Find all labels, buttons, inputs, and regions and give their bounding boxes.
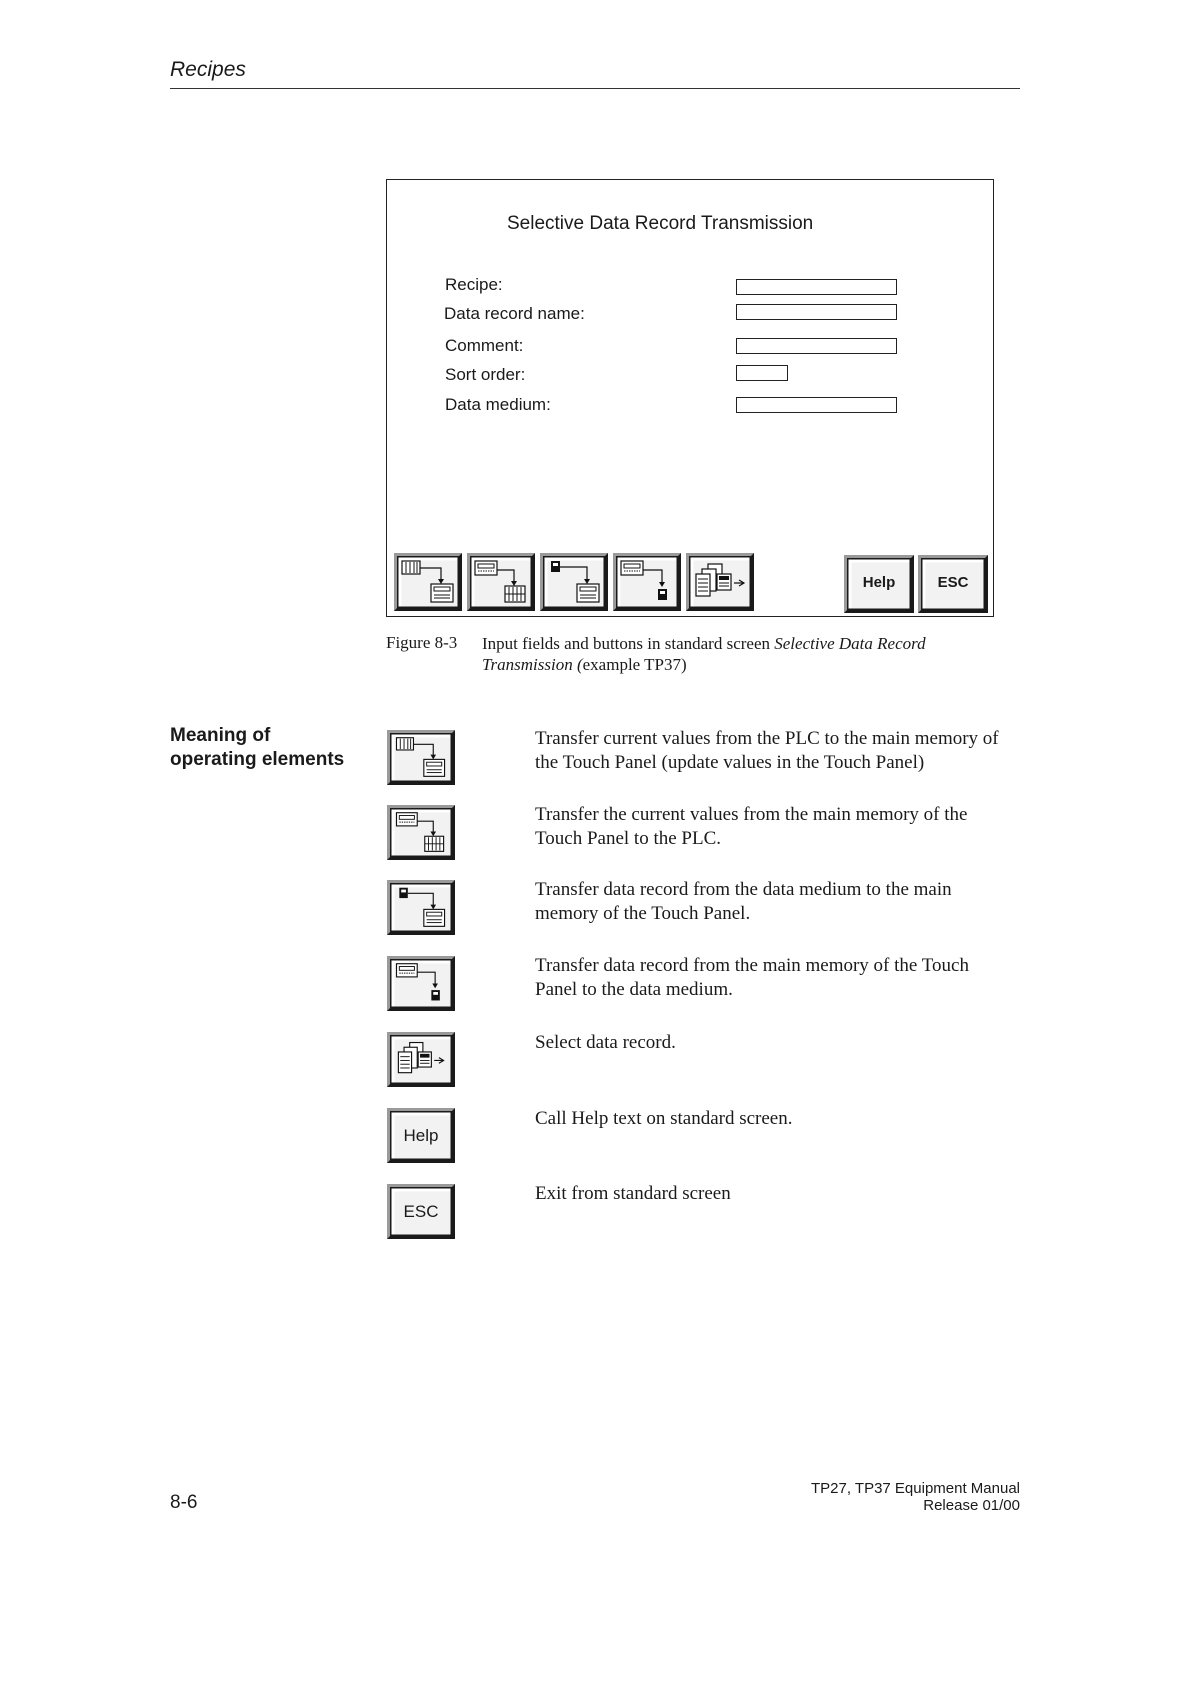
footer-info <box>811 1480 1020 1514</box>
legend-esc-label: ESC <box>403 1202 439 1221</box>
comment-field[interactable] <box>736 338 897 354</box>
legend-plc-to-panel-button <box>387 730 455 785</box>
data-medium-label: Data medium: <box>445 395 551 414</box>
manual-title: TP27, TP37 Equipment Manual <box>810 1480 1020 1497</box>
legend-help-label: Help <box>403 1126 439 1145</box>
legend-medium-to-panel-button <box>387 880 455 935</box>
legend-text-select-record: Select data record. <box>535 1032 676 1053</box>
panel-to-plc-icon <box>390 808 452 857</box>
sort-order-field[interactable] <box>736 365 788 381</box>
panel-to-plc-button[interactable] <box>467 553 535 611</box>
caption-suffix: example TP37) <box>582 655 687 674</box>
panel-to-medium-icon <box>616 556 678 608</box>
medium-to-panel-icon <box>543 556 605 608</box>
data-record-name-field[interactable] <box>736 304 897 320</box>
help-button[interactable] <box>844 555 914 613</box>
help-button-label: Help <box>862 574 896 591</box>
medium-to-panel-button[interactable] <box>540 553 608 611</box>
caption-italic: Selective Data Record Transmission ( <box>482 634 926 674</box>
data-medium-field[interactable] <box>736 397 897 413</box>
medium-to-panel-icon <box>390 883 452 932</box>
legend-select-record-button <box>387 1032 455 1087</box>
panel-to-medium-icon <box>390 959 452 1008</box>
panel-to-plc-icon <box>470 556 532 608</box>
legend-esc-button <box>387 1184 455 1239</box>
comment-label: Comment: <box>445 336 524 355</box>
sort-order-label: Sort order: <box>445 365 526 384</box>
legend-help-button <box>387 1108 455 1163</box>
standard-screen-figure <box>386 179 994 617</box>
plc-to-panel-icon <box>397 556 459 608</box>
caption-prefix: Input fields and buttons in standard screen <box>482 634 775 653</box>
recipe-field[interactable] <box>736 279 897 295</box>
section-title: Recipes <box>170 58 246 81</box>
plc-to-panel-icon <box>390 733 452 782</box>
legend-text-plc-to-panel: Transfer current values from the PLC to the main memory of the Touch Panel (update values in the Touch Panel) <box>535 728 999 773</box>
legend-text-help: Call Help text on standard screen. <box>535 1108 793 1129</box>
legend-text-medium-to-panel: Transfer data record from the data medium to the main memory of the Touch Panel. <box>535 879 952 924</box>
legend-text-panel-to-medium: Transfer data record from the main memory of the Touch Panel to the data medium. <box>535 955 969 1000</box>
esc-button-label: ESC <box>937 574 969 591</box>
meaning-heading <box>170 724 370 772</box>
figure-number: Figure 8-3 <box>386 633 458 652</box>
recipe-label: Recipe: <box>445 275 503 294</box>
legend-panel-to-plc-button <box>387 805 455 860</box>
select-record-icon <box>390 1035 452 1084</box>
header-divider <box>170 88 1020 89</box>
meaning-heading-line1: Meaning of <box>170 725 271 746</box>
meaning-heading-line2: operating elements <box>170 749 345 770</box>
select-record-icon <box>689 556 751 608</box>
release-info: Release 01/00 <box>923 1497 1020 1514</box>
legend-text-esc: Exit from standard screen <box>535 1183 731 1204</box>
legend-text-panel-to-plc: Transfer the current values from the main memory of the Touch Panel to the PLC. <box>535 804 968 849</box>
select-record-button[interactable] <box>686 553 754 611</box>
figure-caption <box>482 633 982 675</box>
panel-to-medium-button[interactable] <box>613 553 681 611</box>
page-number: 8-6 <box>170 1492 198 1513</box>
esc-button[interactable] <box>918 555 988 613</box>
screen-title: Selective Data Record Transmission <box>507 213 814 234</box>
legend-panel-to-medium-button <box>387 956 455 1011</box>
data-record-name-label: Data record name: <box>444 304 585 323</box>
plc-to-panel-button[interactable] <box>394 553 462 611</box>
